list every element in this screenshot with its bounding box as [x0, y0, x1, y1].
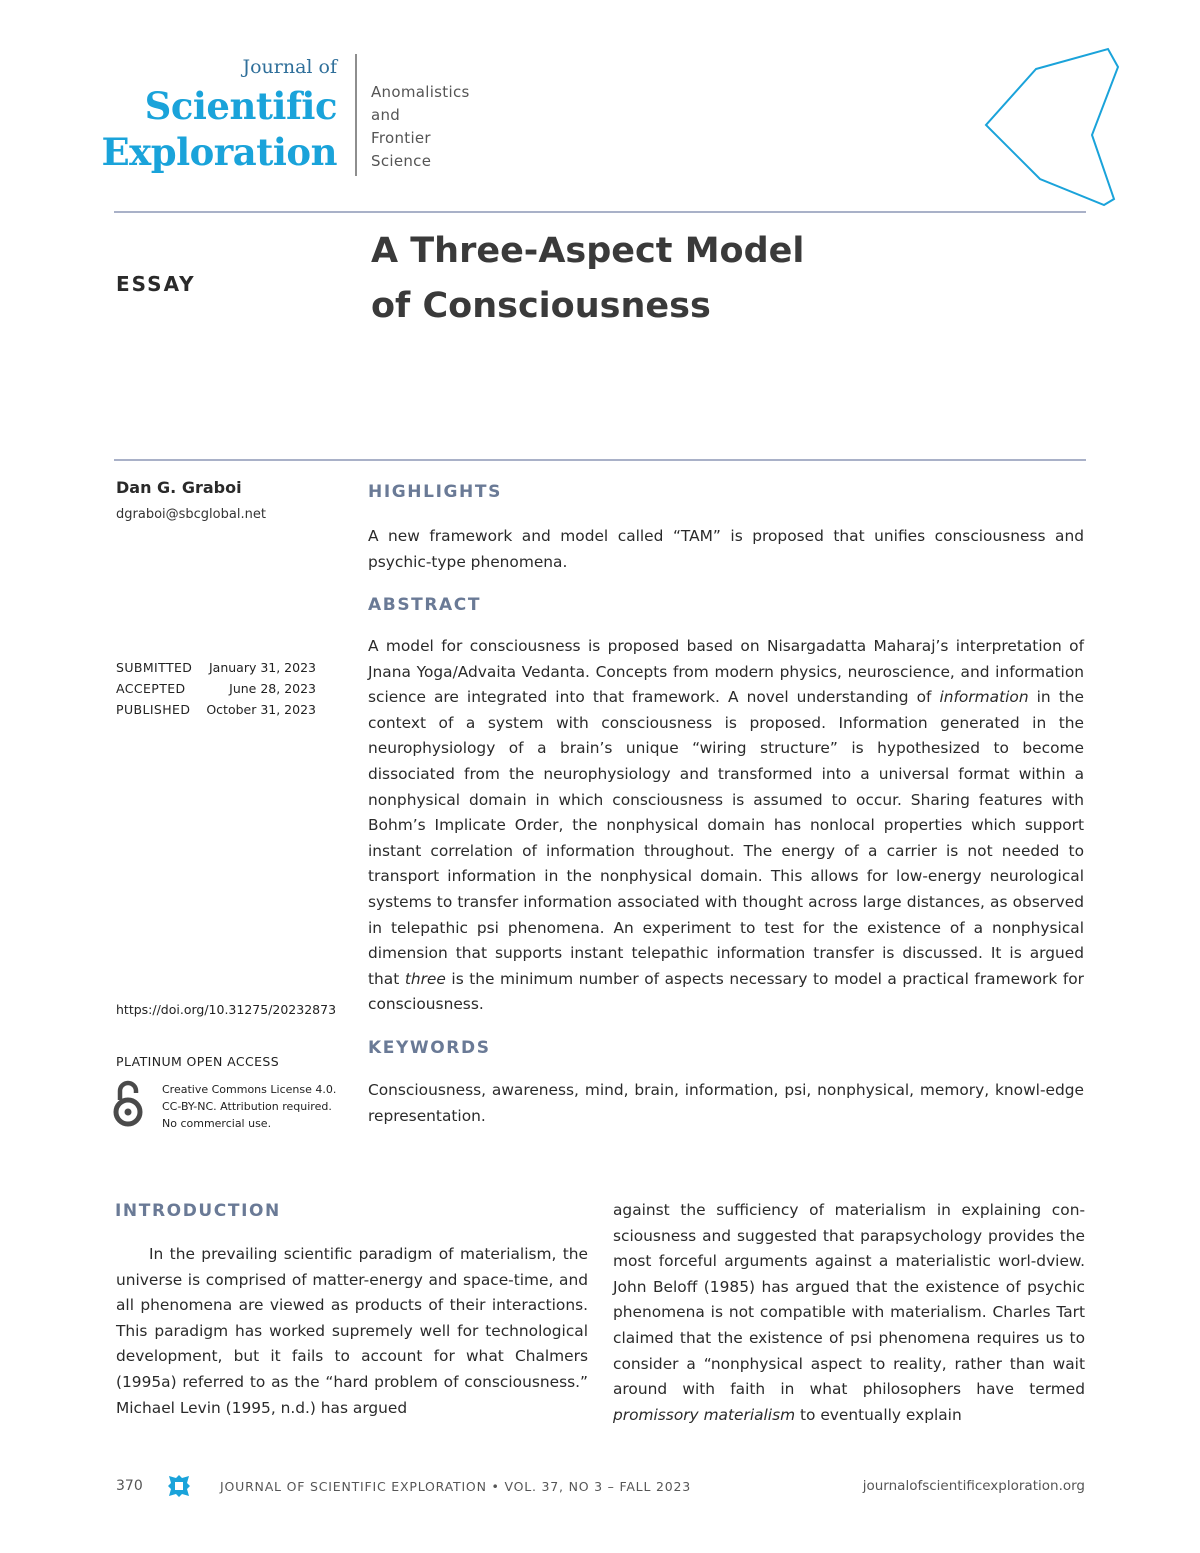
license-text [162, 1081, 352, 1132]
footer-url-link[interactable]: journalofscientificexploration.org [862, 1478, 1085, 1494]
footer-journal-line: JOURNAL OF SCIENTIFIC EXPLORATION • VOL. 37, NO 3 – FALL 2023 [220, 1479, 691, 1494]
introduction-left-column: In the prevailing scientific paradigm of materialism, the universe is comprised of matter-energy and space-time, and all phenomena are viewed as products of their interactions. This paradigm has worked supremely well for technological development, but it fails to account for what Chalmers (1995a) referred to as the “hard problem of consciousness.” Michael Levin (1995, n.d.) has argued [116, 1245, 588, 1417]
introduction-heading: INTRODUCTION [115, 1201, 281, 1221]
article-title-line2: of Consciousness [371, 286, 711, 326]
introduction-text-part: to eventually explain [795, 1405, 962, 1424]
introduction-text-part: against the sufficiency of materialism in explaining con-sciousness and suggested that parapsychology provides the most forceful arguments against a materialistic worl-dview. John Beloff (1985) has argued that the existence of psychic phenomena is not compatible with materialism. Charles Tart claimed that the existence of psi phenomena requires us to consider a “nonphysical aspect to reality, rather than wait around with faith in what philosophers have termed [613, 1201, 1085, 1399]
open-access-icon [113, 1078, 145, 1128]
license-line: CC-BY-NC. Attribution required. [162, 1100, 332, 1113]
journal-subtitle-line: Frontier [371, 129, 431, 147]
highlights-heading: HIGHLIGHTS [368, 482, 502, 502]
keywords-text: Consciousness, awareness, mind, brain, information, psi, nonphysical, memory, knowl-edge representation. [368, 1081, 1084, 1125]
article-title-line1: A Three-Aspect Model [371, 231, 805, 271]
page-number: 370 [116, 1478, 143, 1494]
introduction-emphasis: promissory materialism [613, 1405, 796, 1424]
journal-title-line1: Scientific [144, 84, 337, 128]
abstract-emphasis: information [939, 688, 1029, 707]
date-row-accepted [116, 678, 316, 699]
date-label: SUBMITTED [116, 660, 193, 675]
keywords-heading: KEYWORDS [368, 1038, 491, 1058]
masthead-divider [355, 54, 357, 176]
date-row-submitted [116, 657, 316, 678]
author-name: Dan G. Graboi [116, 478, 242, 497]
journal-title-line2: Exploration [101, 130, 337, 174]
abstract-text [368, 634, 1084, 1018]
journal-subtitle-line: and [371, 106, 401, 124]
license-line: No commercial use. [162, 1117, 272, 1130]
open-access-title: PLATINUM OPEN ACCESS [116, 1054, 280, 1069]
abstract-emphasis: three [404, 969, 446, 988]
publication-dates [116, 657, 316, 720]
article-title [371, 224, 1071, 334]
article-type-label: ESSAY [116, 272, 196, 296]
doi-link[interactable]: https://doi.org/10.31275/20232873 [116, 1002, 337, 1017]
journal-subtitle-line: Anomalistics [371, 83, 470, 101]
abstract-heading: ABSTRACT [368, 595, 482, 615]
license-line: Creative Commons License 4.0. [162, 1083, 337, 1096]
highlights-text: A new framework and model called “TAM” is proposed that unifies consciousness and psychic-type phenomena. [368, 527, 1084, 571]
date-value: October 31, 2023 [206, 702, 316, 717]
title-rule [114, 459, 1086, 461]
introduction-right-column [613, 1198, 1085, 1428]
abstract-text-part: in the context of a system with consciousness is proposed. Information generated in the neurophysiology of a brain’s unique “wiring structure” is hypothesized to become dissociated from the neurophysiology and transformed into a universal format within a nonphysical domain in which consciousness is assumed to occur. Sharing features with Bohm’s Implicate Order, the nonphysical domain has nonlocal properties which support instant correlation of information throughout. The energy of a carrier is not needed to transport information in the nonphysical domain. This allows for low-energy neurological systems to transfer information associated with thought across large distances, as observed in telepathic psi phenomena. An experiment to test for the existence of a nonphysical dimension that supports instant telepathic information transfer is discussed. It is argued that [368, 688, 1084, 988]
date-label: PUBLISHED [116, 702, 191, 717]
journal-logo-shape-icon [982, 45, 1122, 210]
journal-logo-icon [167, 1474, 191, 1498]
date-value: June 28, 2023 [229, 681, 316, 696]
masthead-rule [114, 211, 1086, 213]
abstract-text-part: is the minimum number of aspects necessary to model a practical framework for consciousness. [368, 969, 1085, 1014]
journal-of-label: Journal of [242, 56, 337, 78]
author-email[interactable]: dgraboi@sbcglobal.net [116, 507, 266, 522]
journal-subtitle-line: Science [371, 152, 432, 170]
date-value: January 31, 2023 [208, 660, 316, 675]
date-label: ACCEPTED [116, 681, 186, 696]
abstract-text-part: A model for consciousness is proposed based on Nisargadatta Maharaj’s interpretation of Jnana Yoga/Advaita Vedanta. Concepts from modern physics, neuroscience, and information science are integrated into that framework. A novel understanding of [368, 637, 1084, 707]
date-row-published [116, 699, 316, 720]
